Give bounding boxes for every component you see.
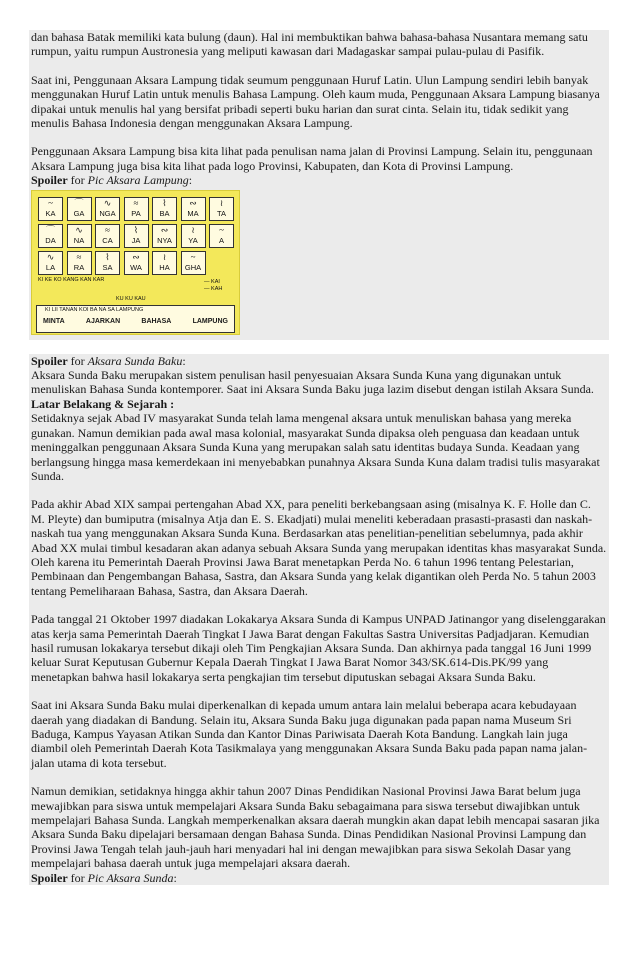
aksara-cell-sa: [95, 251, 120, 275]
aksara-glyph: ~: [48, 197, 53, 208]
aksara-cell-label: WA: [130, 262, 142, 272]
lampung-paragraph-3: Penggunaan Aksara Lampung bisa kita lihat pada penulisan nama jalan di Provinsi Lampung. Selain itu, penggunaan Aksara Lampung juga bisa kita lihat pada logo Provinsi, Kabupaten, dan Kota di Provinsi Lampung.: [31, 144, 593, 173]
spoiler-colon: :: [173, 870, 177, 885]
aksara-cell-label: CA: [102, 235, 113, 245]
sunda-text-block: [29, 354, 609, 885]
aksara-cell-ha: [152, 251, 177, 275]
aksara-cell-ba: [152, 197, 177, 221]
sunda-paragraph-1: Setidaknya sejak Abad IV masyarakat Sunda telah lama mengenal aksara untuk menuliskan bahasa yang mereka gunakan. Namun demikian pada awal masa kolonial, masyarakat Sunda dipaksa oleh penguasa dan keadaan untuk meninggalkan penggunaan Aksara Sunda Kuna yang merupakan salah satu identitas budaya Sunda. Keadaan yang berlangsung hingga masa kemerdekaan ini menyebabkan punahnya Aksara Sunda Kuna dalam tradisi tulis masyarakat Sunda.: [31, 411, 600, 483]
diacritics-top-label: KI KE KO KANG KAN KAR: [38, 276, 105, 283]
sunda-heading: Latar Belakang & Sejarah :: [31, 396, 175, 411]
aksara-cell-label: GA: [73, 208, 85, 218]
spoiler-colon: :: [188, 173, 193, 188]
aksara-glyph: ⌇: [105, 251, 110, 262]
aksara-glyph: ≀: [162, 251, 167, 262]
aksara-glyph: ∿: [75, 224, 83, 235]
spoiler-title: Pic Aksara Sunda: [87, 870, 174, 885]
aksara-glyph: ≈: [133, 197, 139, 208]
aksara-cell-ca: [95, 224, 120, 248]
lampung-paragraph-1: dan bahasa Batak memiliki kata bulung (daun). Hal ini membuktikan bahwa bahasa-bahasa Nusantara memang satu rumpun, yaitu rumpun Austronesia yang meliputi kawasan dari Madagaskar sampai pulau-pulau di Pasifik.: [31, 30, 588, 59]
diacritics-bottom-label: KU KU KAU: [116, 295, 146, 302]
aksara-glyph: ⌇: [162, 197, 167, 208]
sunda-paragraph-3: Pada tanggal 21 Oktober 1997 diadakan Lokakarya Aksara Sunda di Kampus UNPAD Jatinangor yang diselenggarakan atas kerja sama Pemerintah Daerah Tingkat I Jawa Barat dengan Fakultas Sastra Universitas Padjadjaran. Kemudian hasil rumusan lokakarya tersebut dikaji oleh Tim Pengkajian Aksara Sunda. Dan akhirnya pada tanggal 16 Juni 1999 keluar Surat Keputusan Gubernur Kepala Daerah Tingkat I Jawa Barat Nomor 343/SK.614-Dis.PK/99 yang menetapkan bahwa hasil lokakarya serta pengkajian tim tersebut diputuskan sebagai Aksara Sunda Baku.: [31, 612, 606, 684]
aksara-glyph: ∾: [160, 224, 169, 235]
aksara-cell-nga: [95, 197, 120, 221]
aksara-cell-label: A: [218, 235, 224, 245]
sample-small-label: KI LII TANAN KOI BA NA SA LAMPUNG: [45, 306, 144, 313]
sunda-paragraph-2: Pada akhir Abad XIX sampai pertengahan Abad XX, para peneliti berkebangsaan asing (misalnya K. F. Holle dan C. M. Pleyte) dan bumiputra (misalnya Atja dan E. S. Ekadjati) mulai meneliti keberadaan prasasti-prasasti dan naskah-naskah tua yang menggunakan Aksara Sunda Kuna. Berdasarkan atas penelitian-penelitian sebelumnya, pada akhir Abad XX mulai timbul kesadaran akan adanya sebuah Aksara Sunda yang merupakan identitas khas masyarakat Sunda. Oleh karena itu Pemerintah Daerah Provinsi Jawa Barat menetapkan Perda No. 6 tahun 1996 tentang Pelestarian, Pembinaan dan Pengembangan Bahasa, Sastra, dan Aksara Sunda yang kelak digantikan oleh Perda No. 5 tahun 2003 tentang Pemeliharaan Bahasa, Sastra, dan Aksara Daerah.: [31, 497, 607, 598]
spoiler-for: for: [67, 870, 88, 885]
spoiler-for: for: [67, 353, 88, 368]
aksara-cell-ka: [38, 197, 63, 221]
aksara-cell-ga: [67, 197, 92, 221]
sunda-paragraph-5: Namun demikian, setidaknya hingga akhir tahun 2007 Dinas Pendidikan Nasional Provinsi Jawa Barat belum juga mewajibkan para siswa untuk mempelajari Aksara Sunda Baku sebagaimana para siswa tersebut diwajibkan untuk mempelajari Bahasa Sunda. Langkah memperkenalkan aksara daerah mungkin akan dapat lebih mencapai sasaran jika Aksara Sunda Baku dipelajari bersamaan dengan Bahasa Sunda. Dinas Pendidikan Nasional Provinsi Lampung dan Provinsi Jawa Tengah telah jauh-jauh hari menyadari hal ini dengan mewajibkan para siswa Sekolah Dasar yang mempelajari bahasa daerah untuk juga mempelajari aksara daerah.: [31, 784, 600, 871]
aksara-glyph: ⌒: [74, 197, 84, 208]
aksara-cell-label: JA: [131, 235, 141, 245]
aksara-cell-label: TA: [216, 208, 227, 218]
sample-sentence-band: [36, 305, 235, 333]
aksara-cell-label: NA: [73, 235, 85, 245]
aksara-cell-label: YA: [188, 235, 198, 245]
aksara-glyph: ≀: [191, 224, 195, 235]
aksara-glyph: ∿: [46, 251, 55, 262]
sunda-intro: Aksara Sunda Baku merupakan sistem penulisan hasil penyesuaian Aksara Sunda Kuna yang digunakan untuk menuliskan Bahasa Sunda kontemporer. Saat ini Aksara Sunda Baku juga lazim disebut dengan istilah Aksara Sunda.: [31, 368, 594, 397]
aksara-cell-ta: [209, 197, 234, 221]
aksara-cell-da: [38, 224, 63, 248]
aksara-cell-label: DA: [45, 235, 56, 245]
aksara-glyph: ∾: [189, 197, 197, 208]
aksara-cell-label: NYA: [157, 235, 172, 245]
aksara-glyph: ∾: [132, 251, 140, 262]
spoiler-lampung-pic[interactable]: [31, 173, 607, 187]
aksara-lampung-image-block: [29, 188, 609, 340]
spoiler-title: Aksara Sunda Baku: [87, 353, 183, 368]
aksara-cell-nya: [152, 224, 177, 248]
spoiler-label: Spoiler: [31, 173, 68, 188]
aksara-cell-label: KA: [45, 208, 56, 218]
aksara-cell-label: HA: [159, 262, 170, 272]
aksara-cell-label: NGA: [99, 208, 116, 218]
aksara-cell-ya: [181, 224, 206, 248]
aksara-cell-wa: [124, 251, 149, 275]
aksara-glyph: ⌇: [133, 224, 139, 235]
spoiler-sunda-pic[interactable]: [31, 871, 607, 885]
aksara-glyph: ≈: [76, 251, 82, 262]
spoiler-for: for: [67, 173, 88, 188]
spoiler-sunda-baku[interactable]: [31, 354, 607, 368]
aksara-glyph: ⌒: [45, 224, 55, 235]
sample-words: [43, 315, 228, 329]
aksara-cell-label: SA: [102, 262, 113, 272]
aksara-cell-label: BA: [159, 208, 170, 218]
aksara-cell-label: RA: [73, 262, 85, 272]
aksara-cell-la: [38, 251, 63, 275]
aksara-glyph: ~: [190, 251, 196, 262]
aksara-cell-gha: [181, 251, 206, 275]
sample-word: BAHASA: [141, 318, 172, 326]
aksara-cell-a: [209, 224, 234, 248]
aksara-cell-ja: [124, 224, 149, 248]
lampung-text-block: [29, 30, 609, 188]
sample-word: AJARKAN: [85, 318, 121, 326]
aksara-cell-na: [67, 224, 92, 248]
sunda-paragraph-4: Saat ini Aksara Sunda Baku mulai diperkenalkan di kepada umum antara lain melalui beberapa acara kebudayaan daerah yang diadakan di Bandung. Selain itu, Aksara Sunda Baku juga digunakan pada papan nama Museum Sri Baduga, Kampus Yayasan Atikan Sunda dan Kantor Dinas Pariwisata Daerah Kota Bandung. Langkah lain juga diambil oleh Pemerintah Daerah Kota Tasikmalaya yang menggunakan Aksara Sunda Baku pada papan nama jalan-jalan utama di kota tersebut.: [31, 698, 588, 770]
sample-word: LAMPUNG: [192, 318, 228, 326]
aksara-cell-pa: [124, 197, 149, 221]
spoiler-label: Spoiler: [31, 353, 68, 368]
aksara-glyph: ≀: [219, 197, 224, 208]
aksara-glyph: ~: [219, 224, 224, 235]
aksara-cell-label: GHA: [184, 262, 202, 272]
aksara-cell-label: MA: [187, 208, 199, 218]
aksara-cell-label: LA: [45, 262, 56, 272]
sample-word: MINTA: [43, 318, 65, 326]
lampung-paragraph-2: Saat ini, Penggunaan Aksara Lampung tidak seumum penggunaan Huruf Latin. Ulun Lampung sendiri lebih banyak menggunakan Huruf Latin untuk menulis Bahasa Lampung. Oleh kaum muda, Penggunaan Aksara Lampung biasanya dipakai untuk menulis hal yang bersifat pribadi seperti buku harian dan surat cinta. Selain itu, tidak sedikit yang menulis Bahasa Indonesia dengan menggunakan Aksara Lampung.: [31, 72, 600, 131]
document-page: [29, 30, 609, 885]
aksara-glyph: ∿: [103, 197, 112, 208]
aksara-glyph: ≈: [105, 224, 110, 235]
diacritics-right-label: — KAI — KAH: [204, 278, 223, 292]
spoiler-colon: :: [182, 353, 186, 368]
spoiler-title: Pic Aksara Lampung: [87, 173, 189, 188]
aksara-cell-ra: [67, 251, 92, 275]
aksara-cell-label: PA: [131, 208, 141, 218]
aksara-lampung-chart-image: [31, 190, 240, 335]
aksara-cell-ma: [181, 197, 206, 221]
spoiler-label: Spoiler: [31, 870, 68, 885]
